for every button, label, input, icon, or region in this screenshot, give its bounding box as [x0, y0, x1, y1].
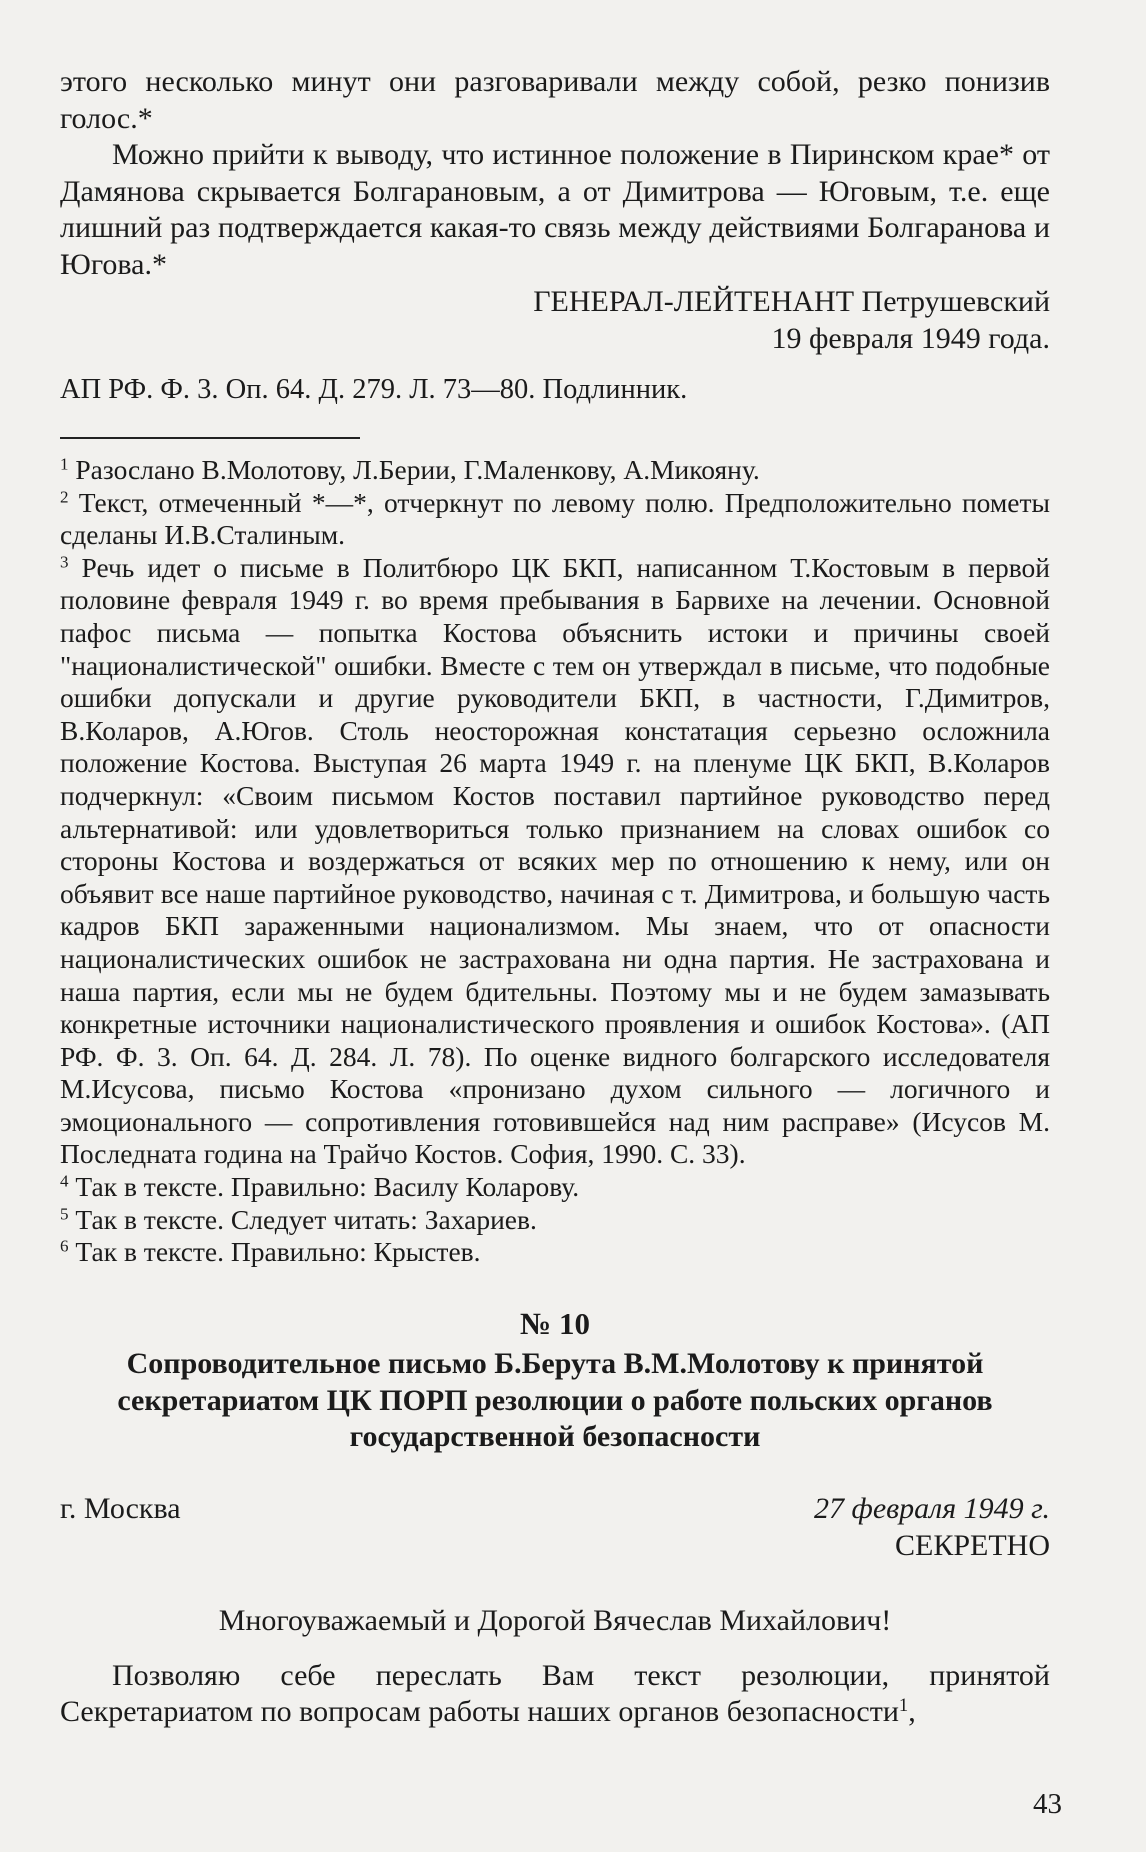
footnote-1 [60, 454, 1050, 487]
footnote-2-text: Текст, отмеченный *—*, отчеркнут по левому полю. Предположительно пометы сделаны И.В.Сталиным. [60, 486, 1050, 551]
footnote-3-number: 3 [60, 552, 69, 572]
signature-name: Петрушевский [861, 285, 1050, 318]
footnote-3 [60, 552, 1050, 1171]
letter-paragraph [60, 1658, 1050, 1731]
archive-source: АП РФ. Ф. 3. Оп. 64. Д. 279. Л. 73—80. Подлинник. [60, 374, 688, 405]
salutation: Многоуважаемый и Дорогой Вячеслав Михайлович! [218, 1604, 892, 1637]
footnote-1-number: 1 [60, 454, 69, 474]
footnote-4-text: Так в тексте. Правильно: Василу Коларову. [75, 1171, 580, 1203]
paragraph-1: этого несколько минут они разговаривали между собой, резко понизив голос.* [60, 65, 1050, 135]
document-date: 27 февраля 1949 г. [814, 1492, 1050, 1525]
document-meta [60, 1491, 1050, 1564]
signature-date: 19 февраля 1949 года. [771, 321, 1050, 355]
document-place: г. Москва [60, 1492, 181, 1525]
footnote-2-number: 2 [60, 487, 69, 507]
page-number: 43 [1033, 1788, 1062, 1820]
secrecy-stamp: СЕКРЕТНО [894, 1528, 1050, 1562]
footnote-2 [60, 487, 1050, 552]
footnote-3-text: Речь идет о письме в Политбюро ЦК БКП, написанном Т.Костовым в первой половине февраля 1949 г. во время пребывания в Барвихе на лечении. Основной пафос письма — попытка Костова объяснить истоки и причины своей "националистической" ошибки. Вместе с тем он утверждал в письме, что подобные ошибки допускали и другие руководители БКП, в частности, Г.Димитров, В.Коларов, А.Югов. Столь неосторожная констатация серьезно осложнила положение Костова. Выступая 26 марта 1949 г. на пленуме ЦК БКП, В.Коларов подчеркнул: «Своим письмом Костов поставил партийное руководство перед альтернативой: или удовлетвориться только признанием на словах ошибок со стороны Костова и воздержаться от всяких мер по отношению к нему, или он объявит все наше партийное руководство, начиная с т. Димитрова, и большую часть кадров БКП зараженными национализмом. Мы знаем, что от опасности националистических ошибок не застрахована ни одна партия. Не застрахована и наша партия, если мы не будем бдительны. Поэтому мы и не будем замазывать конкретные источники националистического проявления и ошибок Костова». (АП РФ. Ф. 3. Оп. 64. Д. 284. Л. 78). По оценке видного болгарского исследователя М.Исусова, письмо Костова «пронизано духом сильного — логичного и эмоционального — сопротивления готовившейся над ним расправе» (Исусов М. Последната година на Трайчо Костов. София, 1990. С. 33). [60, 551, 1051, 1170]
footnote-5 [60, 1204, 1050, 1237]
footnote-5-text: Так в тексте. Следует читать: Захариев. [75, 1203, 537, 1235]
footnote-divider [60, 437, 360, 439]
footnote-6 [60, 1236, 1050, 1269]
letter-body [60, 1603, 1050, 1731]
letter-punct: , [908, 1695, 916, 1728]
place-date-row [60, 1491, 1050, 1528]
footnote-6-text: Так в тексте. Правильно: Крыстев. [75, 1236, 481, 1268]
document-title: Сопроводительное письмо Б.Берута В.М.Молотову к принятой секретариатом ЦК ПОРП резолюции о работе польских органов государственной безопасности [117, 1347, 993, 1453]
footnote-4-number: 4 [60, 1171, 69, 1191]
footnote-6-number: 6 [60, 1236, 69, 1256]
footnotes [60, 454, 1050, 1269]
footnote-5-number: 5 [60, 1204, 69, 1224]
paragraph-2: Можно прийти к выводу, что истинное положение в Пиринском крае* от Дамянова скрывается Болгарановым, а от Димитрова — Юговым, т.е. еще лишний раз подтверждается какая-то связь между действиями Болгаранова и Югова.* [60, 138, 1050, 281]
letter-text: Позволяю себе переслать Вам текст резолюции, принятой Секретариатом по вопросам работы наших органов безопасности [60, 1658, 1050, 1728]
document-header [60, 1306, 1050, 1456]
footnote-1-text: Разослано В.Молотову, Л.Берии, Г.Маленкову, А.Микояну. [75, 454, 760, 485]
letter-continuation [60, 64, 1050, 357]
letter-footnote-ref: 1 [898, 1694, 909, 1716]
signature-rank: ГЕНЕРАЛ-ЛЕЙТЕНАНТ [533, 285, 855, 318]
signature-line [60, 284, 1050, 321]
document-number: № 10 [520, 1306, 590, 1341]
footnote-4 [60, 1171, 1050, 1204]
